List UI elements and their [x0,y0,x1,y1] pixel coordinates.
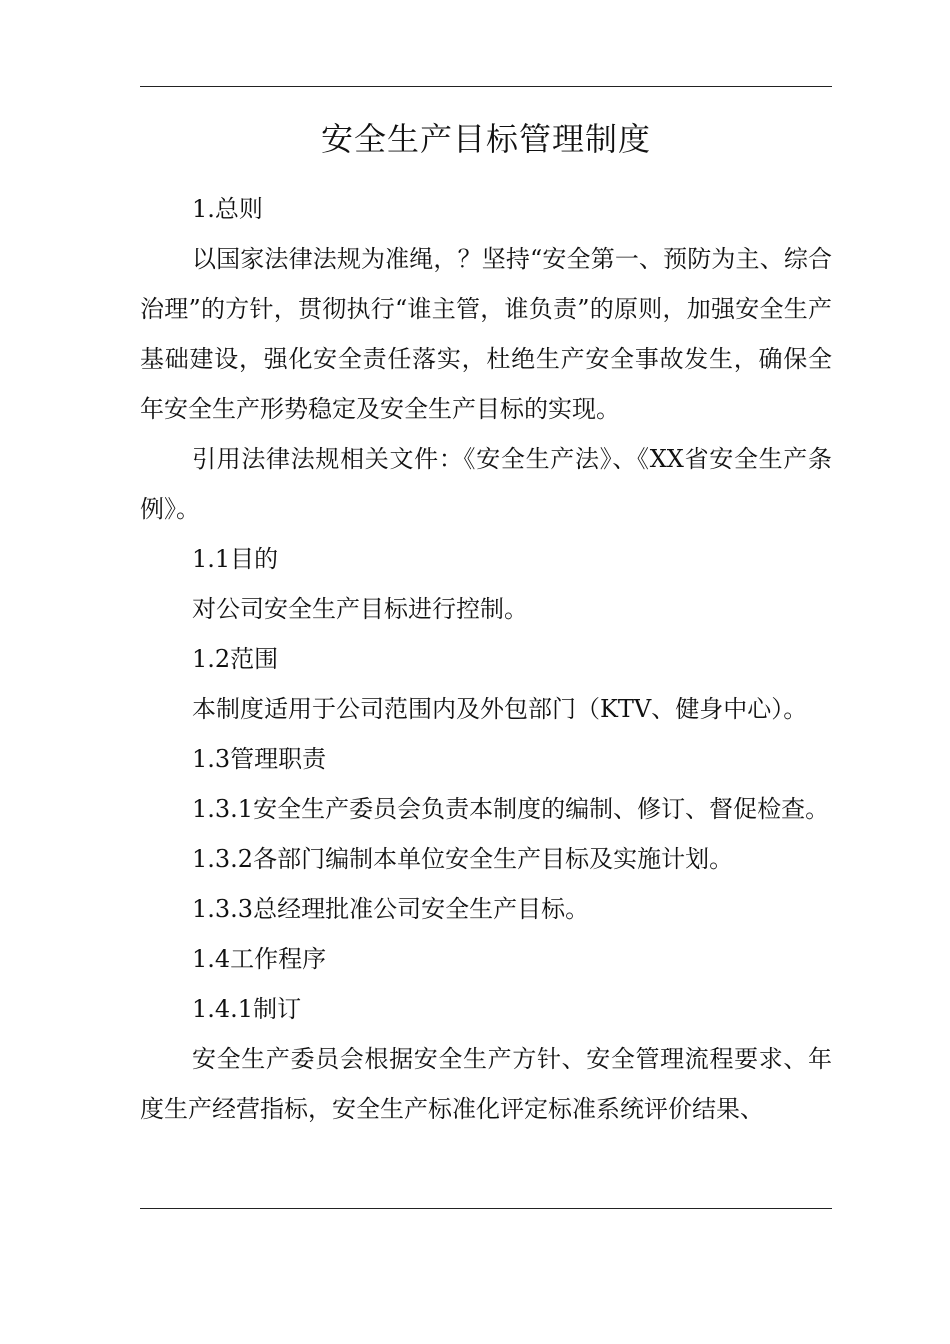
section-heading-scope: 1.2范围 [192,645,279,673]
paragraph-purpose: 对公司安全生产目标进行控制。 [192,595,528,623]
document-title: 安全生产目标管理制度 [320,120,651,158]
paragraph-responsibility-1: 1.3.1安全生产委员会负责本制度的编制、修订、督促检查。 [192,795,830,823]
header-rule [140,86,832,87]
document-body [140,184,832,1134]
paragraph-formulation: 安全生产委员会根据安全生产方针、安全管理流程要求、年度生产经营指标，安全生产标准化评定标准系统评价结果、 [140,1045,832,1123]
section-heading-formulation: 1.4.1制订 [192,995,302,1023]
paragraph-responsibility-2: 1.3.2各部门编制本单位安全生产目标及实施计划。 [192,845,734,873]
paragraph-referenced-laws: 引用法律法规相关文件：《安全生产法》、《XX省安全生产条例》。 [140,445,832,523]
paragraph-responsibility-3: 1.3.3总经理批准公司安全生产目标。 [192,895,590,923]
section-heading-procedure: 1.4工作程序 [192,945,327,973]
section-heading-general: 1.总则 [192,195,263,223]
section-heading-responsibilities: 1.3管理职责 [192,745,327,773]
paragraph-scope: 本制度适用于公司范围内及外包部门（KTV、健身中心）。 [192,695,808,723]
footer-rule [140,1208,832,1209]
section-heading-purpose: 1.1目的 [192,545,279,573]
paragraph-principles: 以国家法律法规为准绳，？坚持“安全第一、预防为主、综合治理”的方针，贯彻执行“谁主管，谁负责”的原则，加强安全生产基础建设，强化安全责任落实，杜绝生产安全事故发生，确保全年安全生产形势稳定及安全生产目标的实现。 [140,245,832,423]
